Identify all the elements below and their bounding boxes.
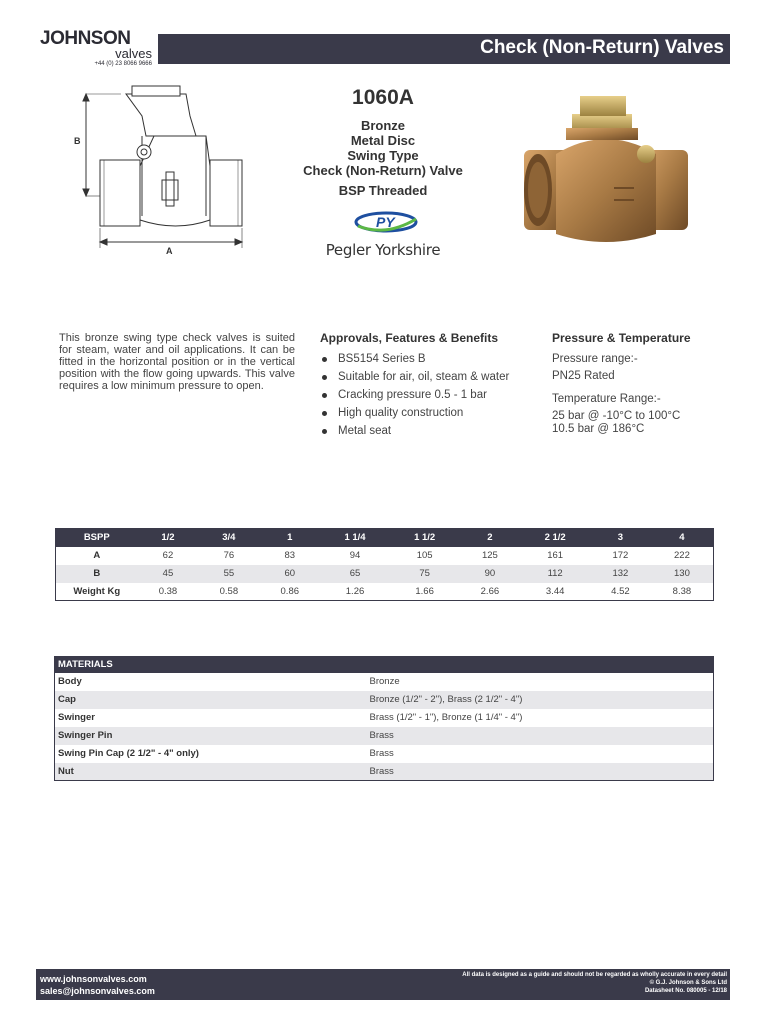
part-material: Brass [370, 763, 714, 781]
dimension-a-label: A [166, 246, 173, 256]
table-cell: 1.66 [415, 585, 434, 597]
table-cell: 0.58 [219, 585, 239, 597]
bullet-icon [322, 393, 327, 398]
table-cell: 62 [162, 550, 174, 561]
column-header: 4 [651, 529, 714, 547]
bullet-icon [322, 375, 327, 380]
footer-legal [462, 971, 727, 995]
features-list [320, 353, 530, 438]
row-header: Weight Kg [73, 585, 121, 597]
table-cell: 0.38 [158, 585, 178, 597]
column-header: BSPP [56, 529, 138, 547]
table-cell: 112 [520, 565, 590, 583]
column-header: 1 1/2 [390, 529, 460, 547]
part-name: Swing Pin Cap (2 1/2" - 4" only) [58, 748, 199, 759]
valve-product-photo [516, 84, 696, 264]
part-name: Body [58, 676, 82, 687]
feature-item: Suitable for air, oil, steam & water [320, 371, 530, 384]
part-material: Bronze (1/2" - 2"), Brass (2 1/2" - 4") [370, 691, 714, 709]
email-link[interactable]: sales@johnsonvalves.com [40, 986, 155, 996]
dimensions-header-row [56, 529, 714, 547]
table-cell: 0.86 [280, 585, 300, 597]
table-cell: 3.44 [545, 585, 565, 597]
feature-item: Metal seat [320, 425, 530, 438]
part-material: Brass (1/2" - 1"), Bronze (1 1/4" - 4") [369, 712, 523, 723]
column-header: 3 [590, 529, 651, 547]
materials-table [54, 656, 714, 781]
column-header: 1 [259, 529, 320, 547]
bullet-icon [322, 411, 327, 416]
footer-bar [36, 969, 730, 1000]
materials-header-row [55, 657, 714, 673]
temperature-line-1: 25 bar @ -10°C to 100°C [552, 410, 681, 422]
bullet-icon [322, 357, 327, 362]
table-cell: 45 [138, 565, 199, 583]
table-cell: 172 [612, 550, 629, 561]
title-bar [158, 34, 730, 64]
column-header: 3/4 [198, 529, 259, 547]
table-cell: 76 [223, 550, 235, 561]
part-material: Bronze [369, 676, 400, 687]
column-header: 1 1/4 [320, 529, 390, 547]
table-row [55, 763, 714, 781]
table-row [55, 727, 714, 745]
part-material: Brass [370, 727, 714, 745]
materials-heading: MATERIALS [55, 657, 714, 673]
product-description: This bronze swing type check valves is suited for steam, water and oil applications. It can be fitted in the horizontal position or in the vertical position with the flow going upwards. This valve requires a low minimum pressure to open. [59, 332, 295, 392]
feature-item: High quality construction [320, 407, 530, 420]
part-name: Swinger [58, 712, 95, 723]
pressure-range-value: PN25 Rated [552, 370, 615, 382]
table-cell: 94 [349, 550, 361, 561]
table-row [55, 673, 714, 691]
bullet-icon [322, 429, 327, 434]
table-row [56, 583, 714, 601]
table-cell: 8.38 [672, 585, 692, 597]
part-name: Nut [55, 763, 370, 781]
svg-text:PY: PY [376, 214, 395, 230]
table-row [56, 547, 714, 565]
temperature-line-2: 10.5 bar @ 186°C [552, 423, 645, 435]
column-header: 2 1/2 [520, 529, 590, 547]
pressure-section [552, 331, 732, 436]
table-cell: 222 [674, 550, 690, 561]
feature-item: BS5154 Series B [320, 353, 530, 366]
features-heading: Approvals, Features & Benefits [320, 331, 499, 345]
table-cell: 55 [198, 565, 259, 583]
row-header: A [93, 550, 101, 561]
table-row [55, 745, 714, 763]
header-phone: +44 (0) 23 8066 9666 [94, 61, 152, 67]
website-link[interactable]: www.johnsonvalves.com [40, 974, 147, 984]
table-cell: 2.66 [480, 585, 500, 597]
logo-brand-sub: valves [115, 46, 152, 61]
product-line-valve: Check (Non-Return) Valve [303, 163, 463, 178]
pressure-heading: Pressure & Temperature [552, 331, 691, 345]
disclaimer: All data is designed as a guide and should not be regarded as wholly accurate in every detail [462, 972, 727, 978]
table-cell: 132 [590, 565, 651, 583]
part-name: Cap [55, 691, 370, 709]
row-header: B [56, 565, 138, 583]
table-cell: 130 [651, 565, 714, 583]
product-thread: BSP Threaded [338, 183, 428, 198]
table-cell: 60 [259, 565, 320, 583]
table-row [56, 565, 714, 583]
column-header: 2 [459, 529, 520, 547]
pegler-yorkshire-logo [318, 207, 458, 267]
table-cell: 65 [320, 565, 390, 583]
footer-contacts [40, 973, 155, 997]
part-material: Brass [369, 748, 394, 759]
johnson-valves-logo [40, 30, 158, 68]
table-row [55, 709, 714, 727]
table-cell: 75 [390, 565, 460, 583]
valve-dimension-diagram [66, 76, 256, 266]
table-cell: 1.26 [345, 585, 365, 597]
product-line-material: Bronze [360, 118, 406, 133]
page-title: Check (Non-Return) Valves [480, 37, 724, 58]
logo-brand-main: JOHNSON [40, 28, 131, 49]
py-swoosh-icon [318, 207, 448, 237]
datasheet-number: Datasheet No. 080005 - 12/18 [644, 988, 727, 994]
table-cell: 125 [481, 550, 498, 561]
brand-name: Pegler Yorkshire [325, 241, 441, 259]
table-cell: 4.52 [611, 585, 630, 597]
features-section [320, 331, 530, 443]
feature-item: Cracking pressure 0.5 - 1 bar [320, 389, 530, 402]
product-line-disc: Metal Disc [350, 133, 416, 148]
table-cell: 90 [459, 565, 520, 583]
dimension-b-label: B [74, 136, 81, 146]
table-cell: 83 [284, 550, 296, 561]
pressure-range-label: Pressure range:- [552, 353, 638, 365]
table-cell: 161 [547, 550, 564, 561]
table-row [55, 691, 714, 709]
part-name: Swinger Pin [55, 727, 370, 745]
copyright: © G.J. Johnson & Sons Ltd [649, 980, 727, 986]
product-summary [270, 86, 496, 198]
dimensions-table [55, 528, 714, 601]
column-header: 1/2 [138, 529, 199, 547]
product-model: 1060A [352, 86, 414, 109]
product-line-type: Swing Type [347, 148, 419, 163]
temperature-range-label: Temperature Range:- [552, 393, 661, 405]
table-cell: 105 [416, 550, 433, 561]
